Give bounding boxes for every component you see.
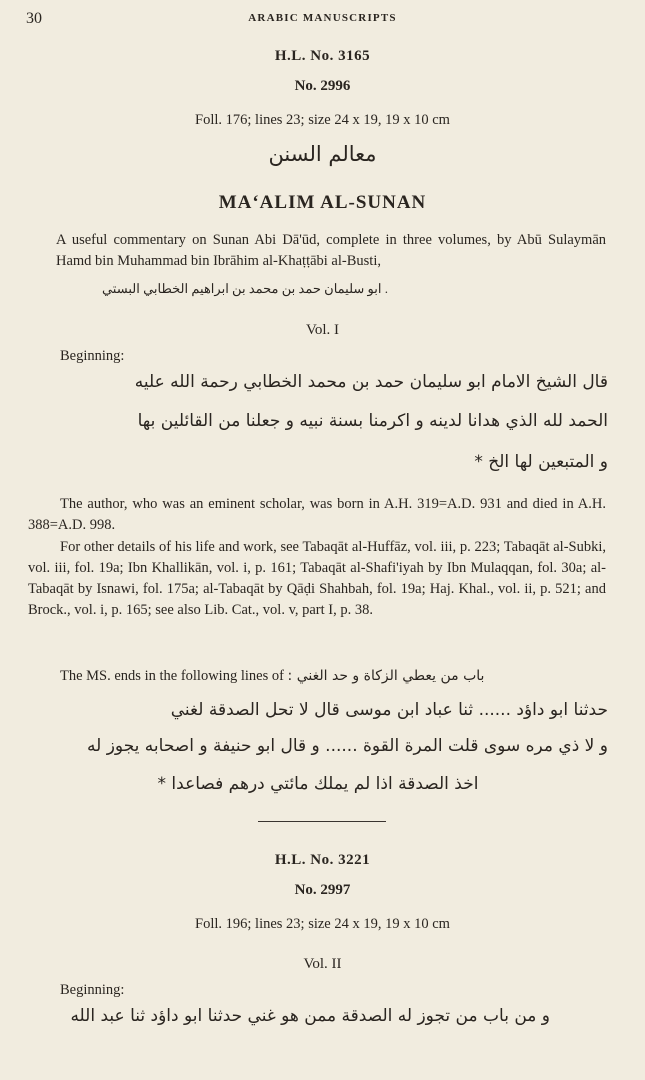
entry1-ending-line: حدثنا ابو داؤد ...... ثنا عباد ابن موسى قال لا تحل الصدقة لغني [170,700,608,720]
running-head [0,8,645,28]
entry2-number: No. 2997 [294,882,351,898]
entry1-ending-line: و لا ذي مره سوى قلت المرة القوة ...... و قال ابو حنيفة و اصحابه يجوز له [87,736,608,756]
entry1-description: A useful commentary on Sunan Abi Dā'ūd, complete in three volumes, by Abū Sulaymān Hamd bin Muhammad bin Ibrāhim al-Khaṭṭābi al-Busti, [56,232,606,269]
entry1-folio-info: Foll. 176; lines 23; size 24 x 19, 19 x 10 cm [195,112,450,128]
running-title: ARABIC MANUSCRIPTS [248,12,397,24]
entry1-author-arabic: ابو سليمان حمد بن محمد بن ابراهيم الخطابي البستي . [101,281,388,296]
entry1-beginning-line: الحمد لله الذي هدانا لدينه و اكرمنا بسنة نبيه و جعلنا من القائلين بها [137,411,608,431]
entry2-beginning-label: Beginning: [60,982,125,998]
entry1-beginning-line: قال الشيخ الامام ابو سليمان حمد بن محمد الخطابي رحمة الله عليه [134,372,608,392]
entry1-bio-dates: The author, who was an eminent scholar, was born in A.H. 319=A.D. 931 and died in A.H. 388=A.D. 998. [28,496,606,533]
entry1-number: No. 2996 [294,78,351,94]
entry1-title-latin: MA‘ALIM AL-SUNAN [218,192,427,213]
entry2-beginning-line: و من باب من تجوز له الصدقة ممن هو غني حدثنا ابو داؤد ثنا عبد الله [70,1006,550,1026]
entry2-folio-info: Foll. 196; lines 23; size 24 x 19, 19 x 10 cm [195,916,450,932]
entry2-volume: Vol. II [303,956,342,972]
entry1-title-arabic: معالم السنن [268,142,377,166]
entry1-ends-arabic: باب من يعطي الزكاة و حد الغني : [287,668,485,684]
entry1-hl-number: H.L. No. 3165 [274,48,371,64]
entry2-hl-number: H.L. No. 3221 [274,852,371,868]
section-divider [258,821,386,822]
entry1-beginning-label: Beginning: [60,348,125,364]
entry1-bio-references: For other details of his life and work, see Tabaqāt al-Huffāz, vol. iii, p. 223; Tabaqāt al-Subki, vol. iii, fol. 19a; Ibn Khallikān, vol. i, p. 161; Tabaqāt al-Shafi'iyah by Ibn Mulaqqan, fol. 30a; al-Tabaqāt by Isnawi, fol. 175a; al-Tabaqāt by Qāḍi Shahbah, fol. 19a; Haj. Khal., vol. ii, p. 521; and Brock., vol. i, p. 165; see also Lib. Cat., vol. v, part I, p. 38. [28,539,606,618]
entry1-ends-text: The MS. ends in the following lines of [60,668,284,684]
page-number: 30 [26,10,42,27]
entry1-ending-line: اخذ الصدقة اذا لم يملك مائتي درهم فصاعدا * [157,774,479,794]
entry1-beginning-line: و المتبعين لها الخ * [474,452,608,472]
entry1-volume: Vol. I [305,322,340,338]
entry1-ends-intro [60,666,606,687]
